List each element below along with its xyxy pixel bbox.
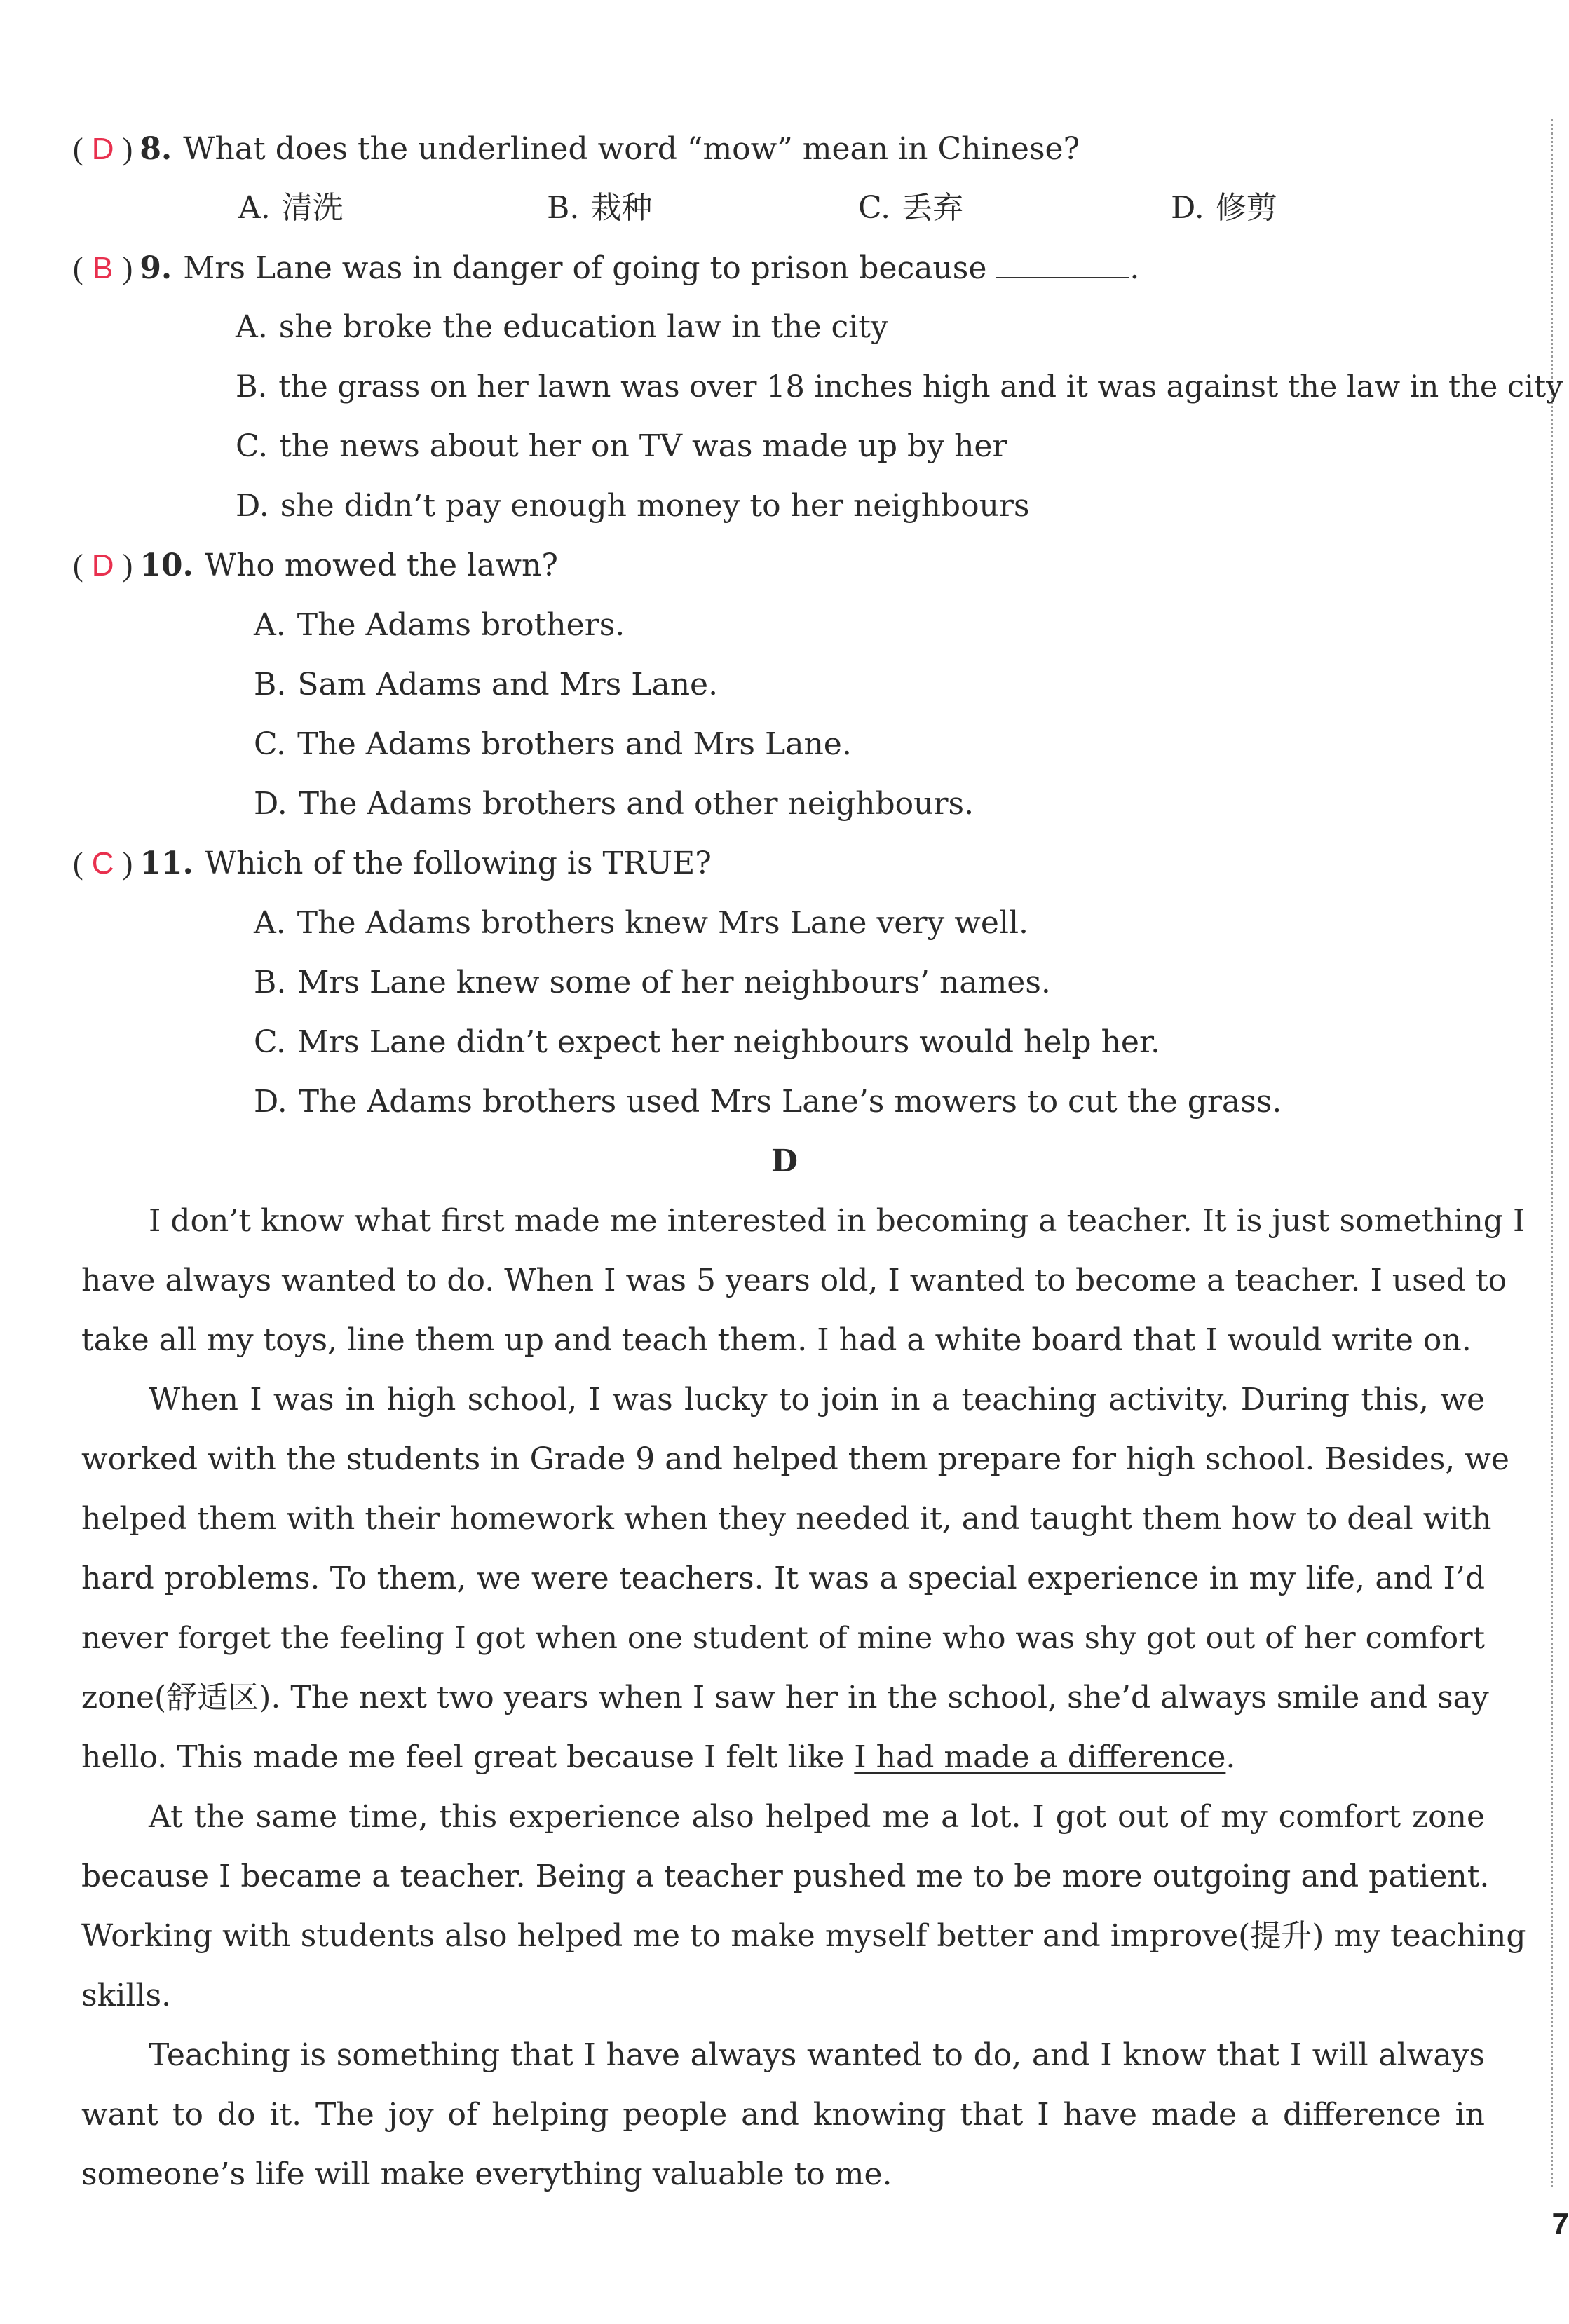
option-10-d: D. The Adams brothers and other neighbours. [254, 786, 974, 822]
question-8-stem-row [73, 128, 1080, 170]
passage-line: worked with the students in Grade 9 and helped them prepare for high school. Besides, we [81, 1441, 1509, 1477]
option-11-b: B. Mrs Lane knew some of her neighbours’ names. [254, 965, 1051, 1000]
answer-11: C [91, 846, 114, 881]
question-8-number: 8. [140, 131, 172, 167]
option-9-c: C. the news about her on TV was made up by her [236, 428, 1007, 464]
answer-open-paren: ( [73, 132, 83, 166]
question-10-stem: Who mowed the lawn? [204, 548, 558, 583]
answer-10: D [91, 548, 114, 583]
option-9-d: D. she didn’t pay enough money to her neighbours [236, 488, 1030, 524]
passage-line: When I was in high school, I was lucky to join in a teaching activity. During this, we [149, 1382, 1485, 1418]
passage-line: never forget the feeling I got when one student of mine who was shy got out of her comfort [81, 1621, 1485, 1656]
question-11-stem-row: ( C ) 11. Which of the following is TRUE? [73, 843, 712, 885]
option-10-a: A. The Adams brothers. [254, 607, 625, 643]
passage-line: helped them with their homework when they needed it, and taught them how to deal with [81, 1501, 1492, 1537]
passage-line: zone(舒适区). The next two years when I saw her in the school, she’d always smile and say [81, 1680, 1489, 1715]
option-8-b: B. 栽种 [547, 190, 653, 226]
option-10-b: B. Sam Adams and Mrs Lane. [254, 667, 719, 702]
question-10-stem-row: ( D ) 10. Who mowed the lawn? [73, 545, 558, 587]
passage-line: because I became a teacher. Being a teacher pushed me to be more outgoing and patient. [81, 1858, 1490, 1894]
option-9-a: A. she broke the education law in the city [236, 309, 888, 345]
option-11-a: A. The Adams brothers knew Mrs Lane very well. [254, 905, 1029, 941]
answer-8: D [91, 132, 114, 166]
answer-blank [996, 249, 1129, 278]
page-number: 7 [1551, 2207, 1569, 2241]
option-8-d: D. 修剪 [1171, 190, 1277, 226]
passage-line: someone’s life will make everything valuable to me. [81, 2156, 892, 2192]
option-10-c: C. The Adams brothers and Mrs Lane. [254, 726, 852, 762]
question-9-stem: Mrs Lane was in danger of going to prison because [183, 250, 987, 286]
option-11-d: D. The Adams brothers used Mrs Lane’s mowers to cut the grass. [254, 1084, 1282, 1120]
passage-line: want to do it. The joy of helping people and knowing that I have made a difference in [81, 2097, 1485, 2133]
option-11-c: C. Mrs Lane didn’t expect her neighbours would help her. [254, 1024, 1161, 1060]
question-10-number: 10. [140, 548, 193, 583]
answer-close-paren: ) [122, 132, 133, 166]
question-9-number: 9. [140, 250, 172, 286]
passage-line: At the same time, this experience also helped me a lot. I got out of my comfort zone [149, 1799, 1485, 1835]
option-9-b: B. the grass on her lawn was over 18 inches high and it was against the law in the city [236, 369, 1563, 405]
section-title: D [770, 1143, 799, 1179]
answer-9: B [92, 251, 114, 285]
question-8-options [238, 187, 1360, 229]
question-8-stem: What does the underlined word “mow” mean in Chinese? [183, 131, 1080, 167]
passage-line: hard problems. To them, we were teachers. It was a special experience in my life, and I’d [81, 1561, 1485, 1596]
passage-line: hello. This made me feel great because I felt like I had made a difference. [81, 1739, 1236, 1775]
passage-line: Teaching is something that I have always wanted to do, and I know that I will always [149, 2037, 1485, 2073]
option-8-c: C. 丢弃 [858, 190, 964, 226]
passage-line: take all my toys, line them up and teach them. I had a white board that I would write on. [81, 1322, 1472, 1358]
question-11-stem: Which of the following is TRUE? [204, 845, 712, 881]
passage-line: skills. [81, 1978, 172, 2013]
question-11-number: 11. [140, 845, 193, 881]
passage-line: Working with students also helped me to make myself better and improve(提升) my teaching [81, 1918, 1526, 1954]
passage-line: have always wanted to do. When I was 5 years old, I wanted to become a teacher. I used to [81, 1263, 1507, 1298]
underlined-phrase: I had made a difference [854, 1739, 1226, 1775]
passage-line: I don’t know what first made me interested in becoming a teacher. It is just something I [149, 1203, 1526, 1239]
question-9-stem-row: ( B ) 9. Mrs Lane was in danger of going to prison because . [73, 247, 1139, 290]
option-8-a: A. 清洗 [238, 190, 344, 226]
